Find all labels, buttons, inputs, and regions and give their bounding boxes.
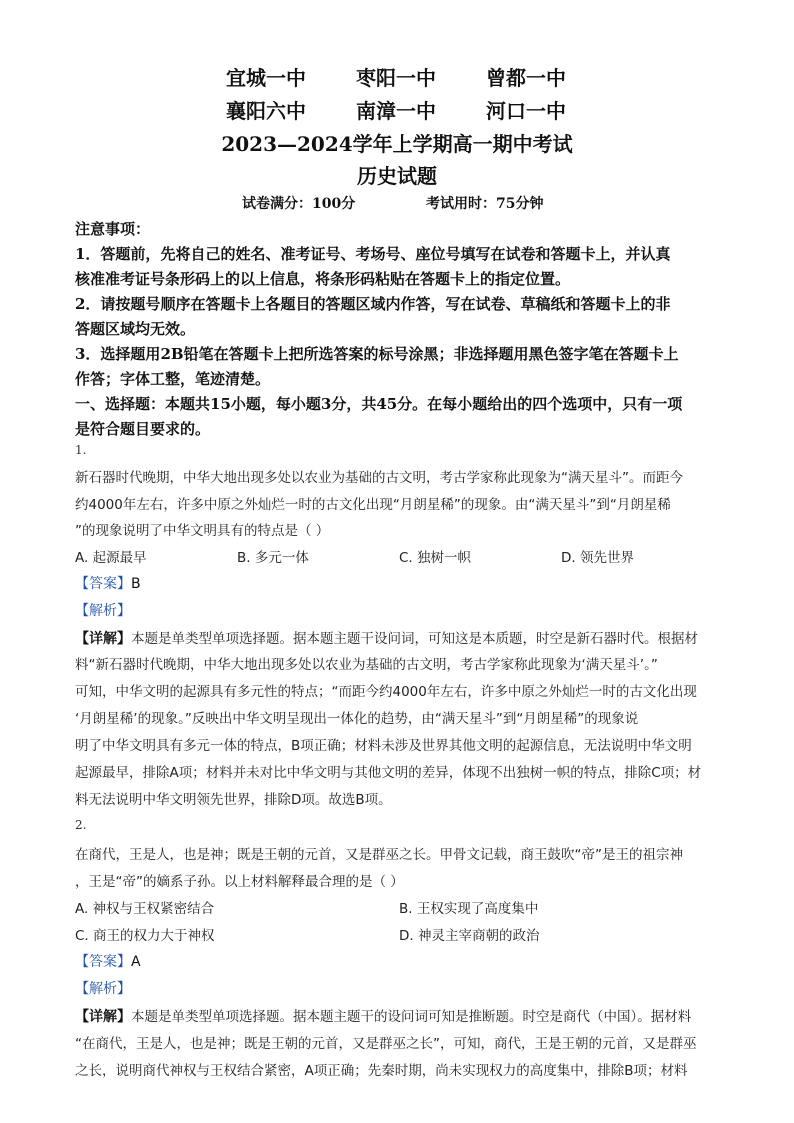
answer-label: 答案 <box>89 576 117 592</box>
analysis-label: 解析 <box>89 603 117 619</box>
question-number: 2. <box>75 818 87 832</box>
answer-row: 【答案】B <box>75 576 141 592</box>
option-a: A. 起源最早 <box>75 550 147 566</box>
exam-subject: 历史试题 <box>357 164 437 188</box>
answer-value: A <box>131 954 141 970</box>
detail-row: 【详解】本题是单类型单项选择题。据本题主题干的设问词可知是推断题。时空是商代（中国）。据材料 <box>75 1009 692 1025</box>
notice-line: 答题区域均无效。 <box>75 320 196 338</box>
detail-text: 明了中华文明具有多元一体的特点，B项正确；材料未涉及世界其他文明的起源信息，无法说明中华文明 <box>75 738 692 754</box>
option-b: B. 多元一体 <box>237 550 309 566</box>
question-stem: 在商代，王是人，也是神；既是王朝的元首，又是群巫之长。甲骨文记载，商王鼓吹“帝”是王的祖宗神 <box>75 847 683 863</box>
detail-text: 本题是单类型单项选择题。据本题主题干设问词，可知这是本质题，时空是新石器时代。根据材 <box>131 631 698 647</box>
detail-text: ‘月朗星稀’的现象。”反映出中华文明呈现出一体化的趋势，由“满天星斗”到“月朗星稀”的现象说 <box>75 711 639 727</box>
school-name: 宜城一中 <box>226 66 306 90</box>
notice-heading: 注意事项： <box>75 220 151 238</box>
school-name: 襄阳六中 <box>226 99 306 123</box>
school-name: 曾都一中 <box>486 66 566 90</box>
answer-row: 【答案】A <box>75 954 141 970</box>
answer-value: B <box>131 576 141 592</box>
section-heading: 是符合题目要求的。 <box>75 420 211 438</box>
detail-label: 详解 <box>89 631 117 647</box>
detail-text: 料无法说明中华文明领先世界，排除D项。故选B项。 <box>75 792 392 808</box>
question-number: 1. <box>75 443 87 457</box>
detail-row: 【详解】本题是单类型单项选择题。据本题主题干设问词，可知这是本质题，时空是新石器时代。根据材 <box>75 631 698 647</box>
full-score: 试卷满分：100分 <box>242 196 356 212</box>
question-stem: 约4000年左右，许多中原之外灿烂一时的古文化出现“月朗星稀”的现象。由“满天星斗”到“月朗星稀 <box>75 497 671 513</box>
option-a: A. 神权与王权紧密结合 <box>75 901 215 917</box>
notice-line: 1．答题前，先将自己的姓名、准考证号、考场号、座位号填写在试卷和答题卡上，并认真 <box>75 245 671 263</box>
answer-label: 答案 <box>89 954 117 970</box>
question-stem: ”的现象说明了中华文明具有的特点是（ ） <box>75 523 330 539</box>
notice-line: 核准准考证号条形码上的以上信息，将条形码粘贴在答题卡上的指定位置。 <box>75 270 571 288</box>
school-name: 南漳一中 <box>356 99 436 123</box>
option-b: B. 王权实现了高度集中 <box>399 901 539 917</box>
detail-text: 起源最早，排除A项；材料并未对比中华文明与其他文明的差异，体现不出独树一帜的特点，排除C项；材 <box>75 765 702 781</box>
detail-text: “在商代，王是人，也是神；既是王朝的元首，又是群巫之长”，可知，商代，王是王朝的元首，又是群巫 <box>75 1036 697 1052</box>
school-name: 枣阳一中 <box>356 66 436 90</box>
question-stem: ，王是“帝”的嫡系子孙。以上材料解释最合理的是（ ） <box>75 874 404 890</box>
option-d: D. 领先世界 <box>561 550 634 566</box>
detail-label: 详解 <box>89 1009 117 1025</box>
school-name: 河口一中 <box>486 99 566 123</box>
notice-line: 2．请按题号顺序在答题卡上各题目的答题区域内作答，写在试卷、草稿纸和答题卡上的非 <box>75 295 671 313</box>
option-d: D. 神灵主宰商朝的政治 <box>399 928 540 944</box>
detail-text: 本题是单类型单项选择题。据本题主题干的设问词可知是推断题。时空是商代（中国）。据材料 <box>131 1009 692 1025</box>
section-heading: 一、选择题：本题共15小题，每小题3分，共45分。在每小题给出的四个选项中，只有一项 <box>75 395 683 413</box>
option-c: C. 商王的权力大于神权 <box>75 928 215 944</box>
notice-line: 作答；字体工整，笔迹清楚。 <box>75 370 271 388</box>
exam-title: 2023—2024学年上学期高一期中考试 <box>221 132 573 156</box>
detail-text: 料“新石器时代晚期，中华大地出现多处以农业为基础的古文明，考古学家称此现象为‘满天星斗’。” <box>75 657 658 673</box>
detail-text: 可知，中华文明的起源具有多元性的特点；“而距今约4000年左右，许多中原之外灿烂一时的古文化出现 <box>75 684 697 700</box>
analysis-row: 【解析】 <box>75 603 131 619</box>
notice-line: 3．选择题用2B铅笔在答题卡上把所选答案的标号涂黑；非选择题用黑色签字笔在答题卡上 <box>75 345 679 363</box>
exam-duration: 考试用时：75分钟 <box>426 196 544 212</box>
option-c: C. 独树一帜 <box>399 550 472 566</box>
analysis-label: 解析 <box>89 981 117 997</box>
question-stem: 新石器时代晚期，中华大地出现多处以农业为基础的古文明，考古学家称此现象为“满天星斗”。而距今 <box>75 470 683 486</box>
detail-text: 之长，说明商代神权与王权结合紧密，A项正确；先秦时期，尚未实现权力的高度集中，排除B项；材料 <box>75 1063 688 1079</box>
analysis-row: 【解析】 <box>75 981 131 997</box>
